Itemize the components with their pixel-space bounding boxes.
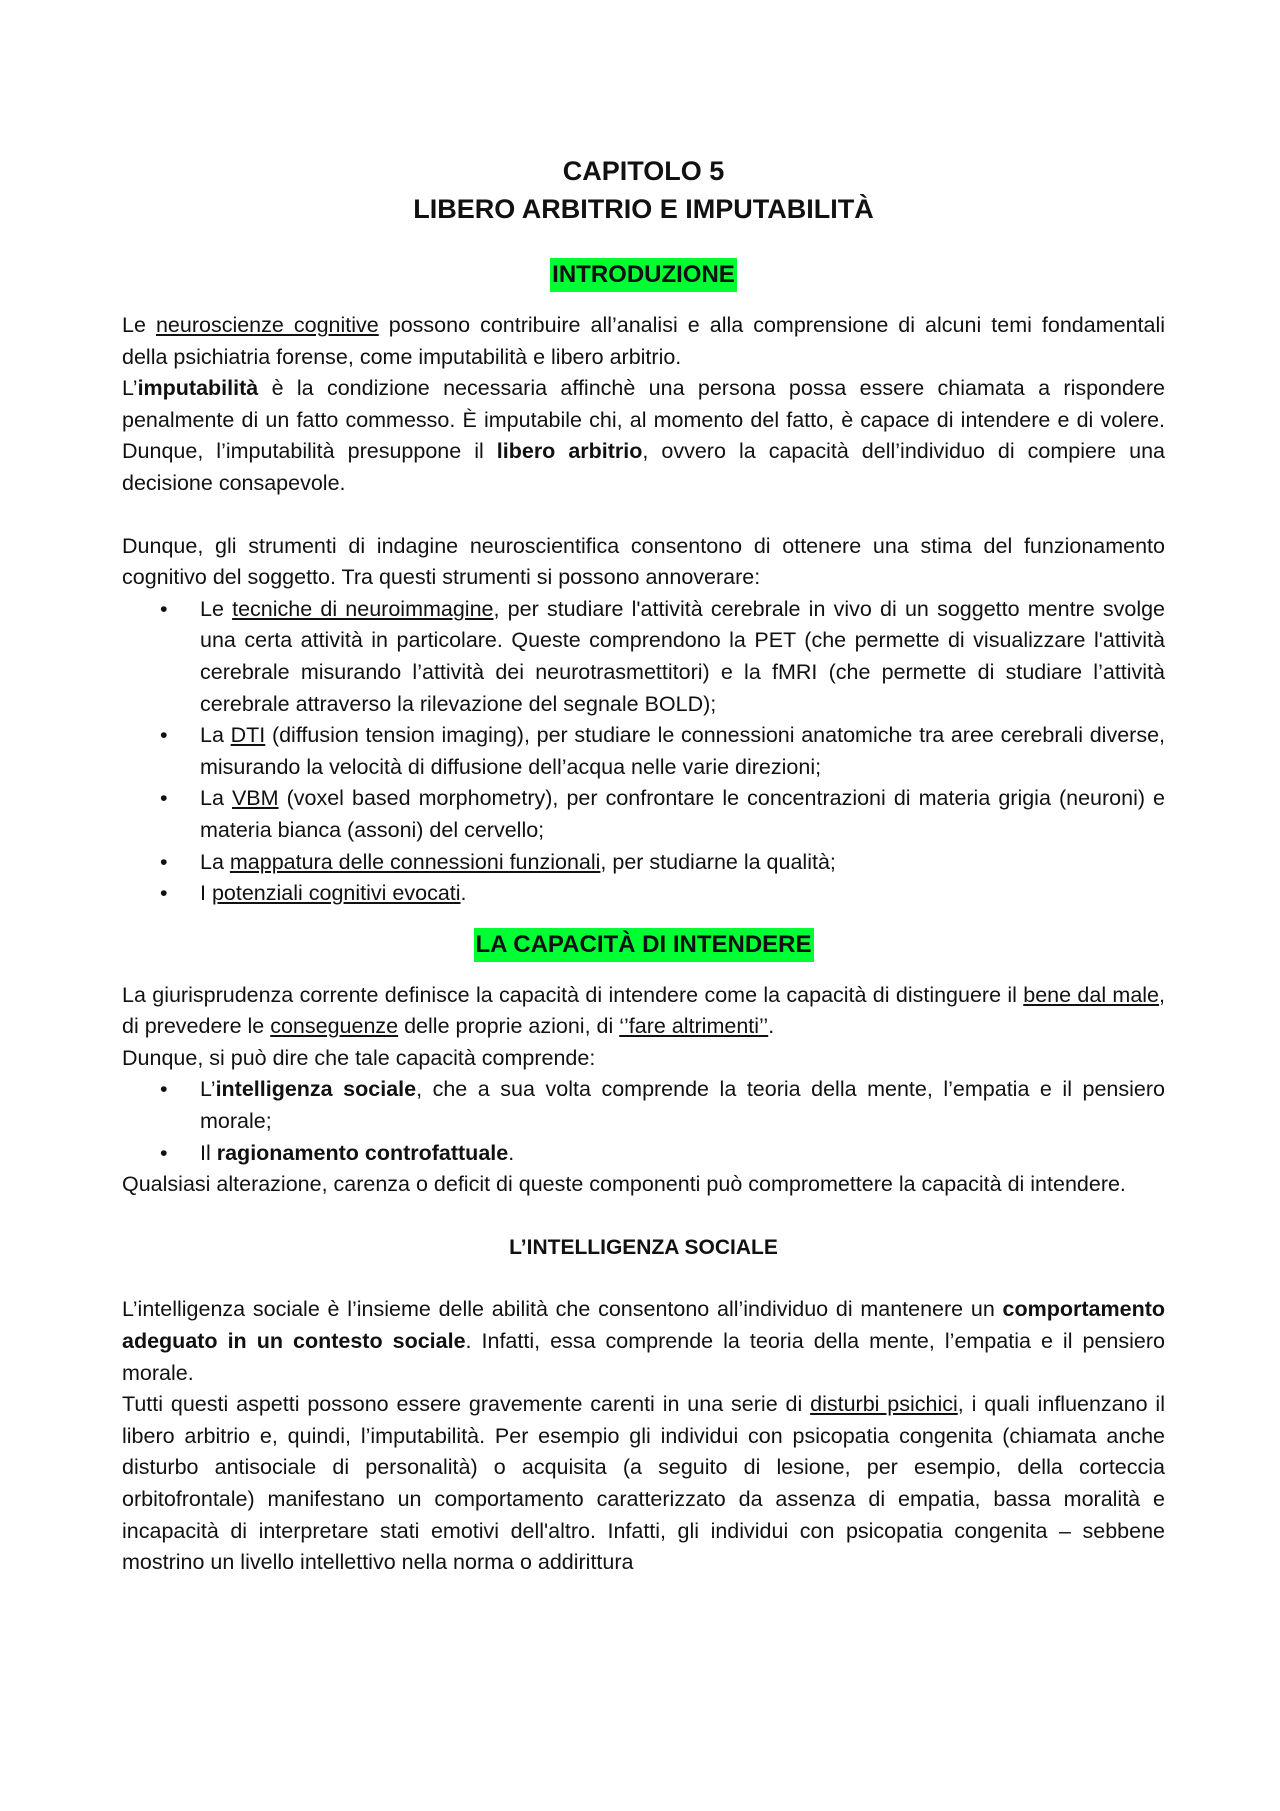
text-run: (diffusion tension imaging), per studiare le connessioni anatomiche tra aree cerebrali diverse, misurando la velocità di diffusione dell’acqua nelle varie direzioni; [200,723,1165,779]
bullet-icon: • [160,849,168,874]
list-item [122,1138,1165,1170]
list-item [122,594,1165,720]
intendere-paragraph-3: Qualsiasi alterazione, carenza o deficit di queste componenti può compromettere la capacità di intendere. [122,1172,1126,1197]
underlined-term: tecniche di neuroimmagine [232,596,494,621]
text-run: . [508,1140,515,1165]
underlined-term: conseguenze [270,1014,399,1039]
list-item [122,847,1165,879]
chapter-number: CAPITOLO 5 [562,156,725,186]
underlined-term: mappatura delle connessioni funzionali [229,849,601,874]
subsection-heading-intelligenza-sociale: L’INTELLIGENZA SOCIALE [509,1235,778,1259]
text-run: L’ [122,376,138,401]
list-item [122,878,1165,910]
text-run: . [460,881,467,906]
bullet-icon: • [160,723,168,748]
text-run: Le [122,313,156,337]
text-run: . [768,1014,775,1039]
page-content [122,152,1165,1579]
bold-term: intelligenza sociale [215,1077,417,1102]
list-item [122,783,1165,846]
bullet-icon: • [160,881,168,906]
text-run: Tutti questi aspetti possono essere gravemente carenti in una serie di [122,1392,811,1417]
section-heading-wrap [122,928,1165,962]
intro-paragraph-3: Dunque, gli strumenti di indagine neuroscientifica consentono di ottenere una stima del funzionamento cognitivo del soggetto. Tra questi strumenti si possono annoverare: [122,533,1165,590]
text-run: La [200,786,232,811]
text-run: è la condizione necessaria affinchè una persona possa essere chiamata a rispondere penalmente di un fatto commesso. È imputabile chi, al momento del fatto, è capace di intendere e di volere. Dunque, l’imputabilità presuppone il [122,376,1165,464]
bullet-icon: • [160,1077,168,1102]
text-run: Le [200,596,233,621]
bold-term: comportamento adeguato in un contesto sociale [122,1297,1165,1354]
intro-paragraph-2 [122,373,1165,499]
section-heading-capacita-intendere: LA CAPACITÀ DI INTENDERE [474,928,814,962]
bullet-icon: • [160,596,168,621]
tools-bullet-list [122,594,1165,910]
underlined-term: disturbi psichici [810,1392,958,1417]
text-run: La [200,849,230,874]
text-run: L’ [200,1077,216,1102]
text-run: . Infatti, essa comprende la teoria della mente, l’empatia e il pensiero morale. [122,1329,1165,1385]
text-run: , i quali influenzano il libero arbitrio e, quindi, l’imputabilità. Per esempio gli individui con psicopatia congenita (chiamata anche disturbo antisociale di personalità) o acquisita (a seguito di lesione, per esempio, della corteccia orbitofrontale) manifestano un comportamento caratterizzato da assenza di empatia, bassa moralità e incapacità di interpretare stati emotivi dell'altro. Infatti, gli individui con psicopatia congenita – sebbene mostrino un livello intellettivo nella norma o addirittura [122,1392,1165,1575]
intro-paragraph-1 [122,310,1165,373]
text-run: La giurisprudenza corrente definisce la capacità di intendere come la capacità di distinguere il [122,982,1024,1007]
underlined-term: ‘’fare altrimenti’’ [619,1014,769,1039]
bold-term: libero arbitrio [496,439,643,464]
section-heading-wrap [122,258,1165,292]
text-run: (voxel based morphometry), per confrontare le concentrazioni di materia grigia (neuroni) e materia bianca (assoni) del cervello; [200,786,1166,842]
text-run: , di prevedere le [122,982,1165,1039]
text-run: Il [200,1140,217,1165]
text-run: , ovvero la capacità dell’individuo di compiere una decisione consapevole. [122,439,1165,495]
text-run: L’intelligenza sociale è l’insieme delle abilità che consentono all’individuo di mantenere un [122,1297,1003,1322]
bullet-icon: • [160,786,168,811]
text-run: , che a sua volta comprende la teoria della mente, l’empatia e il pensiero morale; [200,1077,1165,1134]
sociale-paragraph-1 [122,1294,1165,1389]
bold-term: ragionamento controfattuale [216,1140,509,1165]
underlined-term: potenziali cognitivi evocati [211,881,461,906]
text-run: , per studiare l'attività cerebrale in vivo di un soggetto mentre svolge una certa attività in particolare. Queste comprendono la PET (che permette di visualizzare l'attività cerebrale misurando l’attività dei neurotrasmettitori) e la fMRI (che permette di studiare l’attività cerebrale attraverso la rilevazione del segnale BOLD); [200,596,1166,716]
text-run: delle proprie azioni, di [398,1014,620,1039]
list-item [122,1074,1165,1137]
text-run: , per studiarne la qualità; [600,849,836,874]
capacity-bullet-list [122,1074,1165,1169]
bullet-icon: • [160,1140,168,1165]
bold-term: imputabilità [137,376,259,401]
section-heading-introduzione: INTRODUZIONE [550,258,737,292]
underlined-term: VBM [231,786,279,811]
text-run: I [200,881,212,906]
sociale-paragraph-2 [122,1389,1165,1579]
list-item [122,720,1165,783]
underlined-term: bene dal male [1023,982,1160,1007]
chapter-title: LIBERO ARBITRIO E IMPUTABILITÀ [413,194,874,224]
text-run: La [200,723,231,748]
underlined-term: DTI [230,723,266,748]
intendere-paragraph-1 [122,980,1165,1043]
intendere-paragraph-2: Dunque, si può dire che tale capacità comprende: [122,1045,596,1070]
underlined-term: neuroscienze cognitive [155,313,379,337]
text-run: possono contribuire all’analisi e alla comprensione di alcuni temi fondamentali della psichiatria forense, come imputabilità e libero arbitrio. [122,313,1166,369]
